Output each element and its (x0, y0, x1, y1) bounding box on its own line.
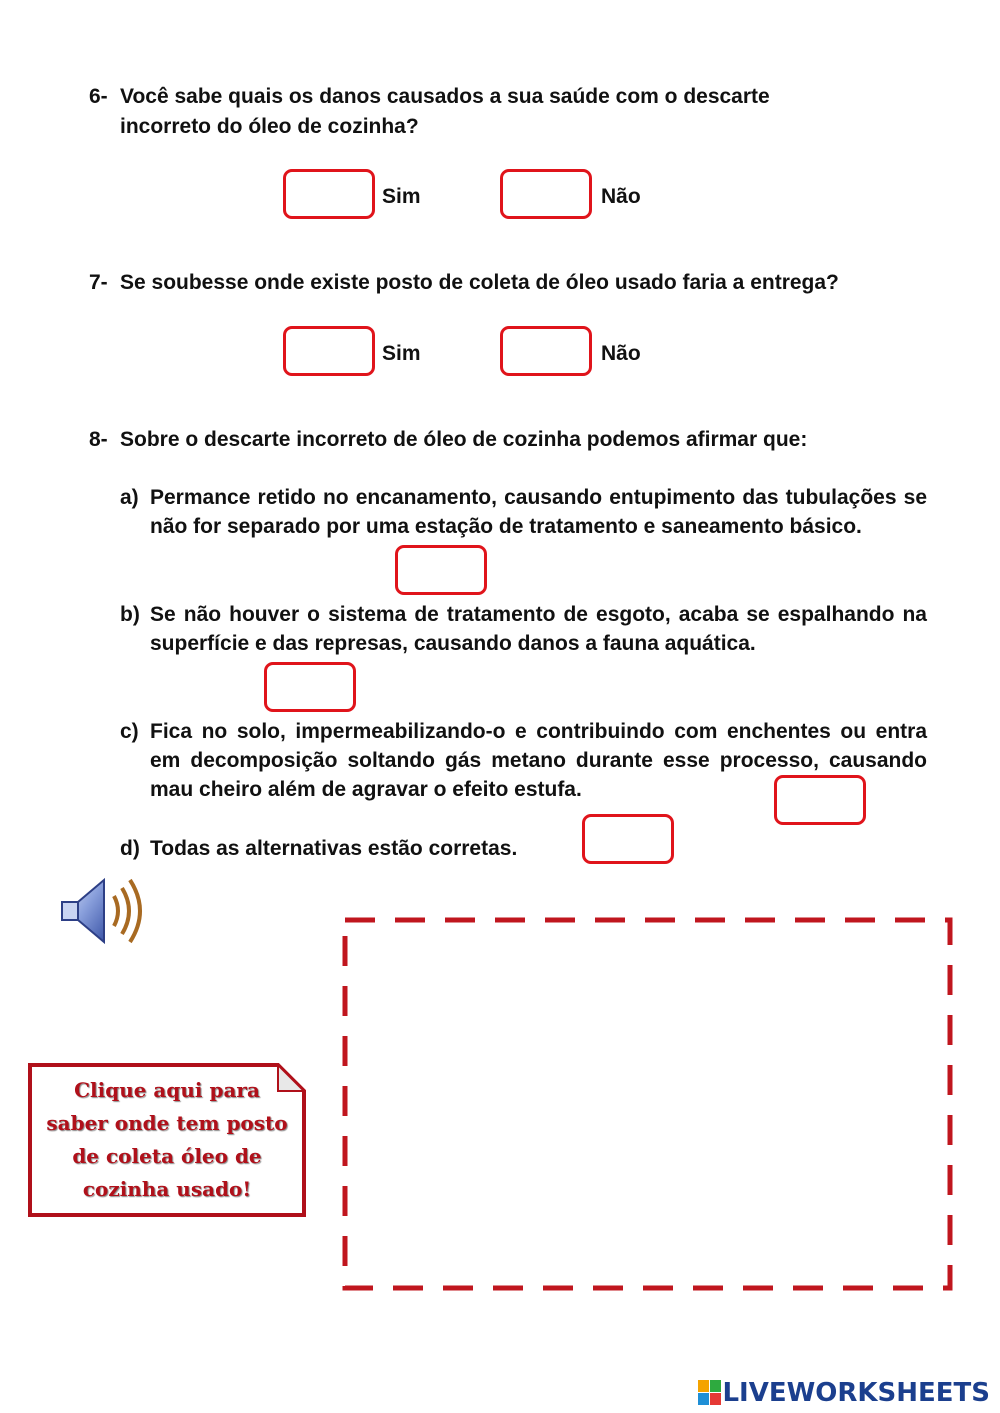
note-line-1: Clique aqui para (74, 1078, 260, 1102)
q8-option-c-answer-box[interactable] (774, 775, 866, 825)
liveworksheets-logo-icon (698, 1380, 722, 1406)
q8-option-c-text: Fica no solo, impermeabilizando-o e contribuindo com enchentes ou entra em decomposição soltando gás metano durante esse processo, causando mau cheiro além de agravar o efeito estufa. (150, 720, 927, 801)
q8-option-c-letter: c) (120, 720, 139, 743)
q8-option-a-text: Permance retido no encanamento, causando entupimento das tubulações se não for separado por uma estação de tratamento e saneamento básico. (150, 486, 927, 538)
q8-option-a-letter: a) (120, 486, 139, 509)
dashed-drop-area[interactable] (340, 914, 956, 1294)
q6-text (120, 82, 940, 142)
q8-option-b-text: Se não houver o sistema de tratamento de esgoto, acaba se espalhando na superfície e das represas, causando danos a fauna aquática. (150, 603, 927, 655)
q7-no-answer-box[interactable] (500, 326, 592, 376)
q6-no-label: Não (601, 185, 641, 208)
q6-yes-label: Sim (382, 185, 421, 208)
q6-yes-answer-box[interactable] (283, 169, 375, 219)
q8-option-d-letter: d) (120, 837, 140, 860)
q6-line2: incorreto do óleo de cozinha? (120, 115, 419, 138)
note-line-3: de coleta óleo de (72, 1144, 262, 1168)
q7-text: Se soubesse onde existe posto de coleta de óleo usado faria a entrega? (120, 271, 839, 294)
note-line-4: cozinha usado! (82, 1177, 252, 1201)
q8-text: Sobre o descarte incorreto de óleo de cozinha podemos afirmar que: (120, 428, 808, 451)
q8-option-b-answer-box[interactable] (264, 662, 356, 712)
q7-yes-answer-box[interactable] (283, 326, 375, 376)
note-line-2: saber onde tem posto (46, 1111, 288, 1135)
q7-yes-label: Sim (382, 342, 421, 365)
q8-option-d-answer-box[interactable] (582, 814, 674, 864)
q7-no-label: Não (601, 342, 641, 365)
speaker-icon[interactable] (56, 874, 148, 948)
liveworksheets-logo-text: LIVEWORKSHEETS (722, 1378, 990, 1408)
q8-option-a-answer-box[interactable] (395, 545, 487, 595)
collection-point-link-text[interactable] (36, 1074, 298, 1206)
liveworksheets-logo (698, 1378, 990, 1408)
q6-line1: Você sabe quais os danos causados a sua saúde com o descarte (120, 85, 770, 108)
q8-number: 8- (89, 428, 108, 451)
q6-no-answer-box[interactable] (500, 169, 592, 219)
q7-number: 7- (89, 271, 108, 294)
q8-option-d-text: Todas as alternativas estão corretas. (150, 837, 518, 860)
q8-option-b-letter: b) (120, 603, 140, 626)
q6-number: 6- (89, 85, 108, 108)
